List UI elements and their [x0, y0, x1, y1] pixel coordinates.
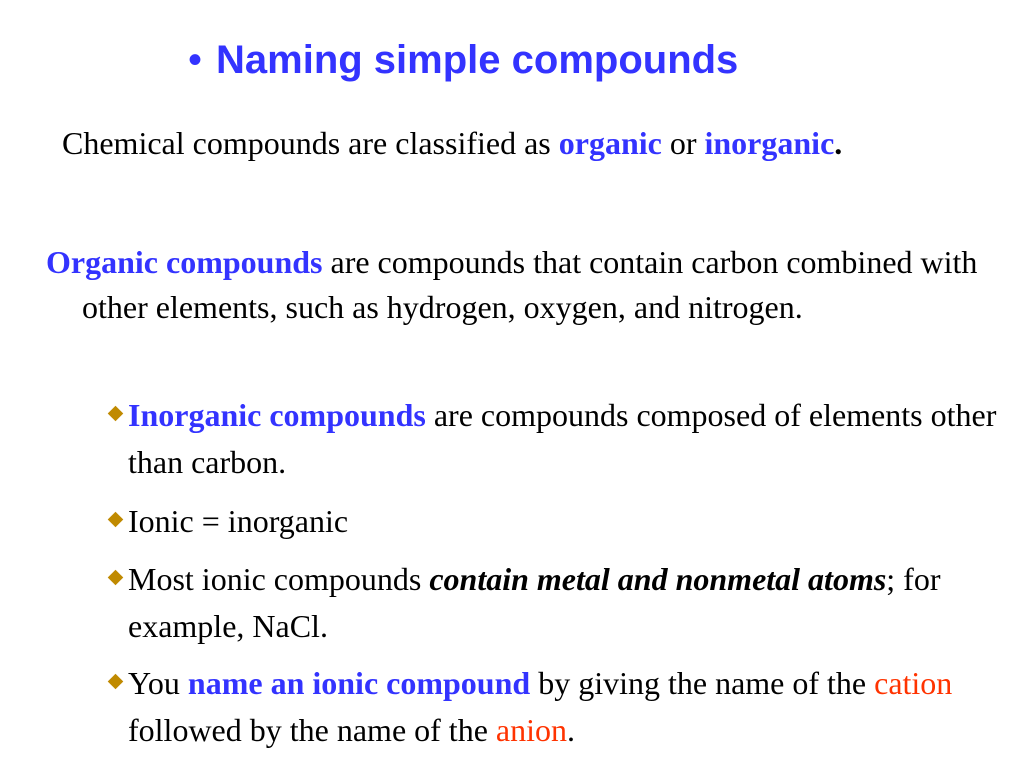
- term-inorganic-compounds: Inorganic compounds: [128, 397, 426, 433]
- p1-period: .: [834, 125, 843, 161]
- diamond-bullet-icon: [108, 512, 124, 528]
- bullet3-emphasis: contain metal and nonmetal atoms: [429, 561, 887, 597]
- bullet3-post: ; for example, NaCl.: [128, 561, 941, 644]
- bullet2-text: Ionic = inorganic: [128, 503, 349, 539]
- term-name-ionic-compound: name an ionic compound: [187, 665, 531, 701]
- term-cation: cation: [874, 665, 953, 701]
- diamond-bullet-icon: [108, 674, 124, 690]
- term-inorganic: inorganic: [704, 125, 835, 161]
- p2-text: are compounds that contain carbon combined with other elements, such as hydrogen, oxygen, and nitrogen.: [82, 244, 978, 325]
- p1-text-2: or: [661, 125, 705, 161]
- bullet-metal-nonmetal: [106, 556, 1008, 650]
- term-organic: organic: [558, 125, 662, 161]
- bullet4-pre: You: [128, 665, 188, 701]
- p1-text-1: Chemical compounds are classified as: [62, 125, 559, 161]
- slide-title: [188, 32, 888, 88]
- term-organic-compounds: Organic compounds: [46, 244, 323, 280]
- bullet-ionic: [106, 498, 1008, 545]
- bullet-inorganic-definition: [106, 392, 1008, 486]
- bullet3-pre: Most ionic compounds: [128, 561, 430, 597]
- bullet-naming-rule: [106, 660, 1008, 754]
- bullet4-end: .: [566, 712, 575, 748]
- diamond-bullet-icon: [108, 406, 124, 422]
- diamond-bullet-icon: [108, 570, 124, 586]
- title-text: Naming simple compounds: [216, 38, 739, 82]
- paragraph-organic-definition: [46, 240, 1022, 330]
- paragraph-classification: [62, 121, 978, 166]
- bullet4-mid2: followed by the name of the: [128, 712, 496, 748]
- term-anion: anion: [495, 712, 567, 748]
- title-bullet: •: [188, 38, 203, 82]
- bullet4-mid: by giving the name of the: [530, 665, 875, 701]
- bullet1-text: are compounds composed of elements other than carbon.: [128, 397, 997, 480]
